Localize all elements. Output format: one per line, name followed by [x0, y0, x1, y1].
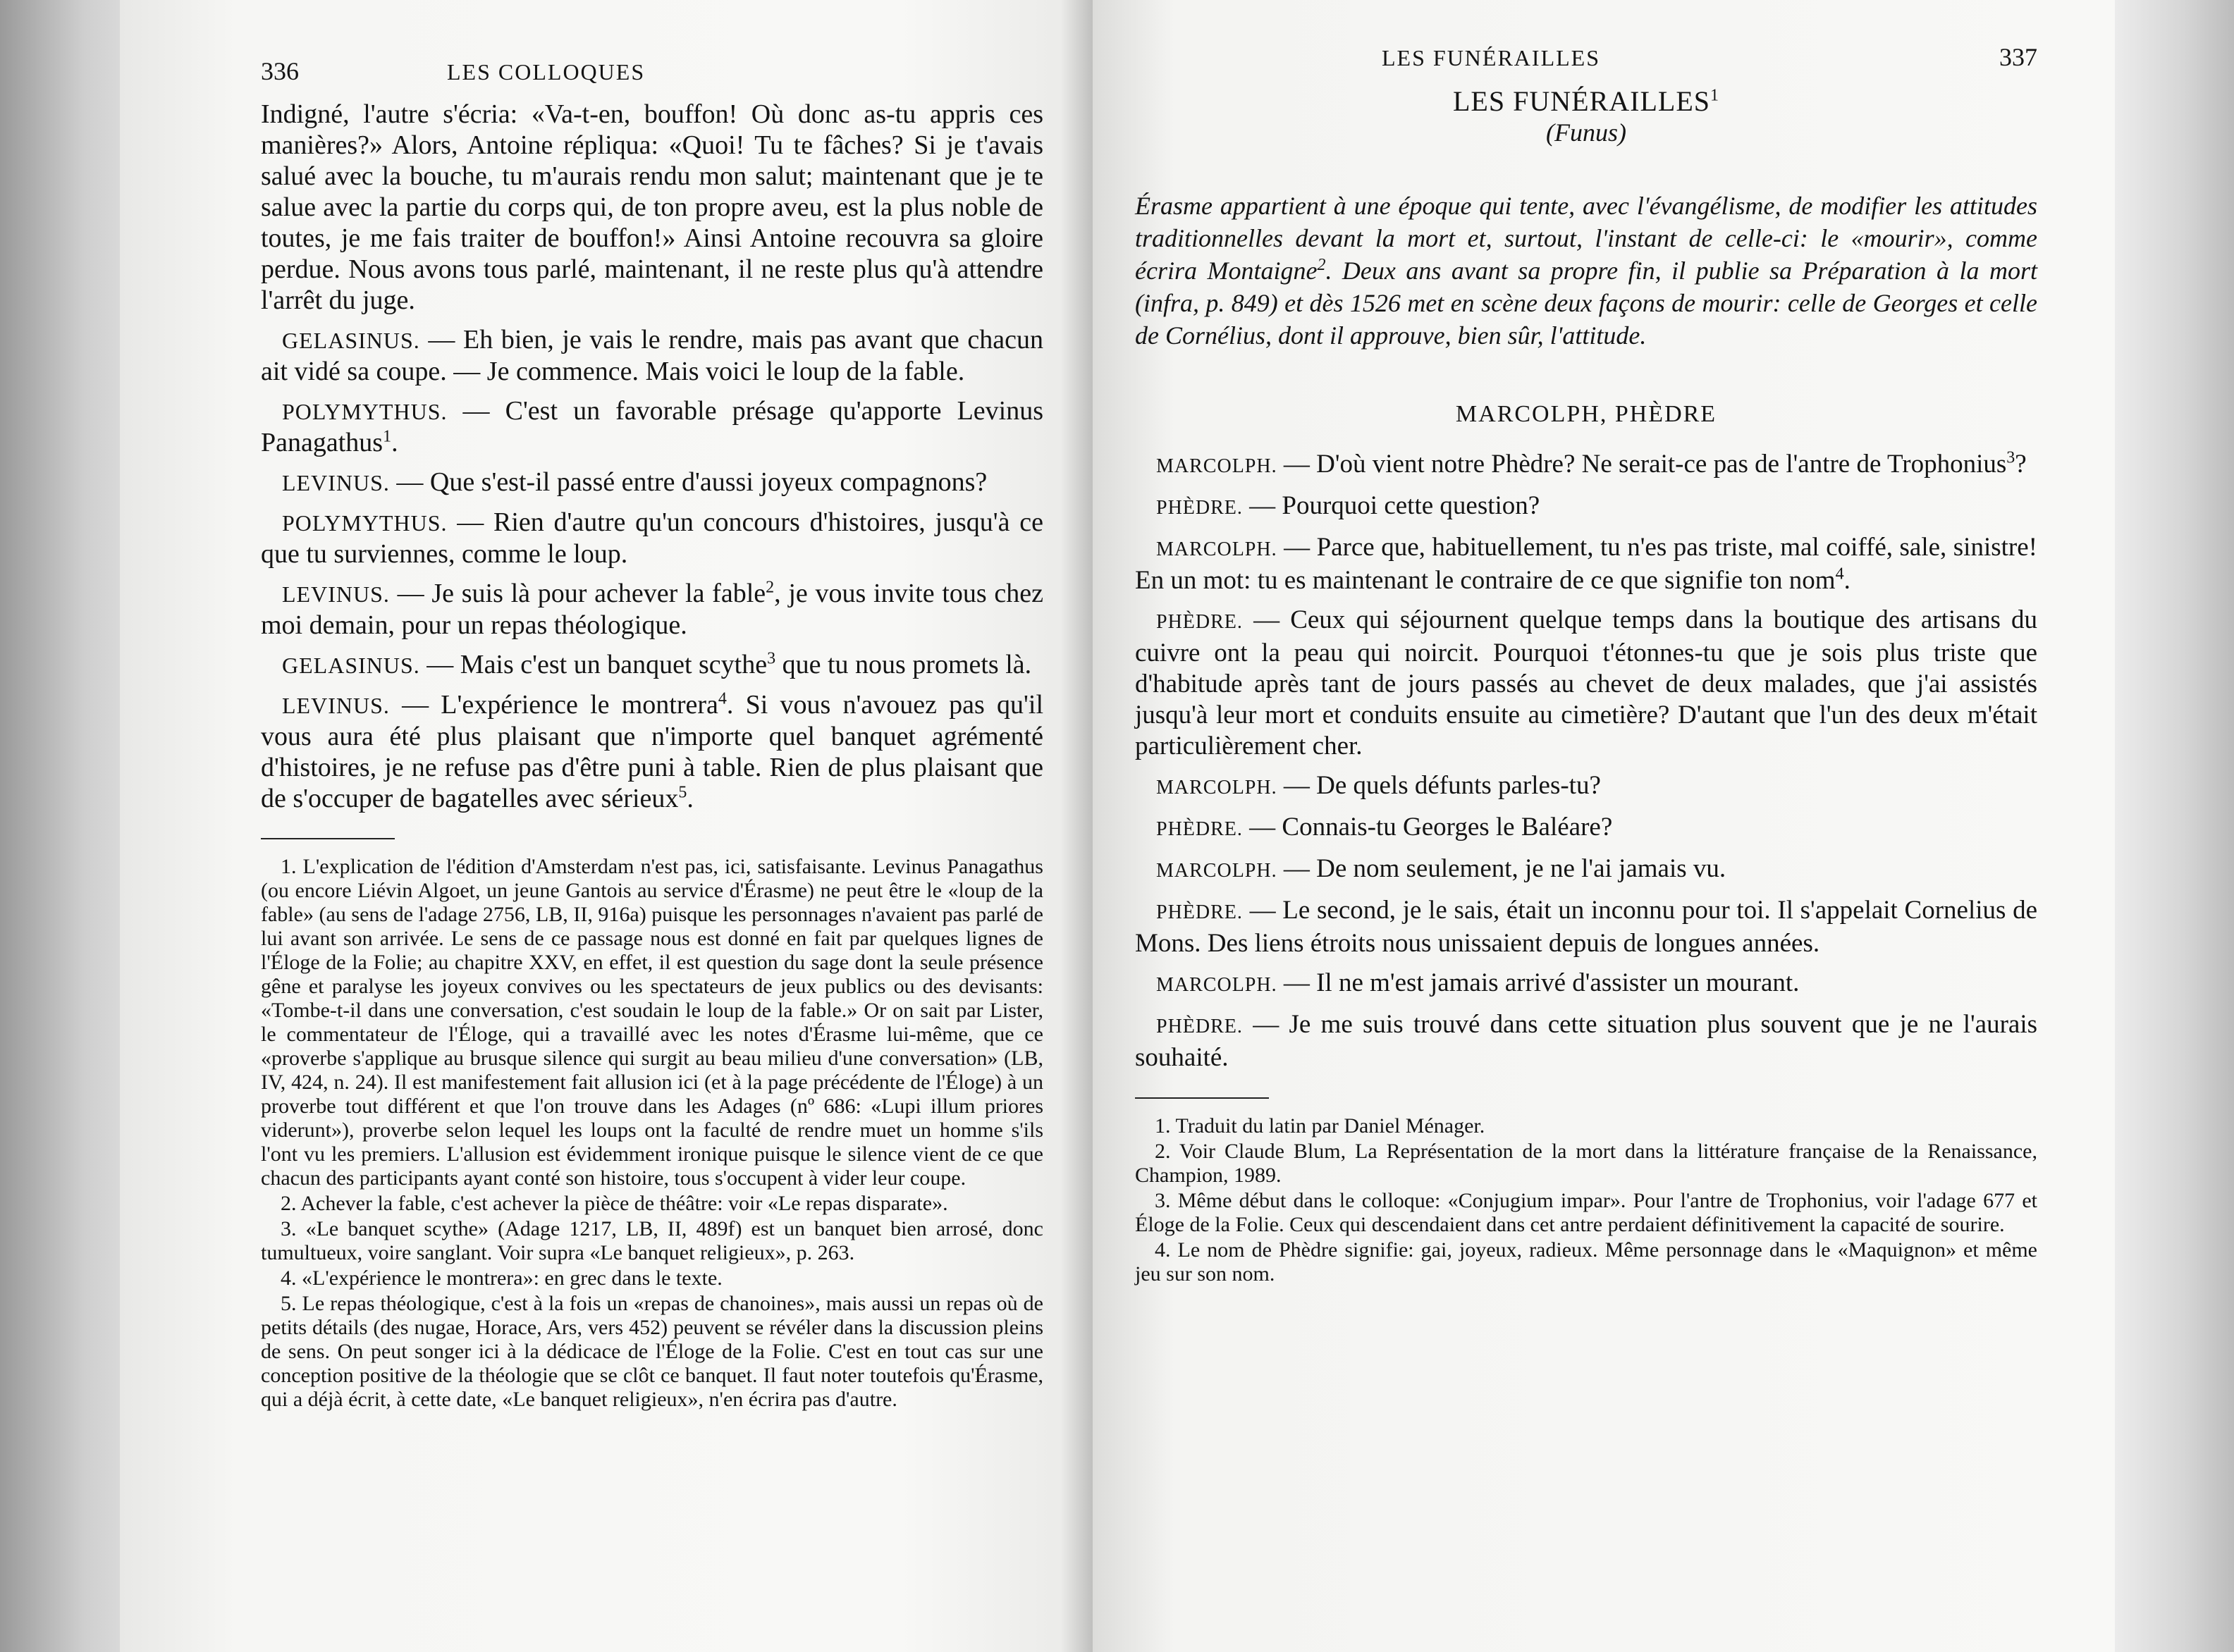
note-ref: 1 [383, 427, 392, 446]
dialogue-paragraph [1135, 532, 2037, 596]
footnote: 4. Le nom de Phèdre signifie: gai, joyeux, radieux. Même personnage dans le «Maquignon» et même jeu sur son nom. [1135, 1238, 2037, 1286]
note-ref: 5 [678, 783, 687, 802]
paragraph-text: — Je suis là pour achever la fable [397, 579, 766, 608]
intro-text-2: . Deux ans avant sa propre fin, il publie sa Préparation à la mort (infra, p. 849) et dès 1526 met en scène deux façons de mourir: celle de Georges et celle de Cornélius, dont il approuve, bien sûr, l'attitude. [1135, 257, 2037, 350]
left-paragraph [261, 578, 1043, 641]
speaker-name: MARCOLPH. [1156, 777, 1277, 799]
left-body-text [261, 99, 1043, 814]
footnote: 2. Achever la fable, c'est achever la pièce de théâtre: voir «Le repas disparate». [281, 1192, 948, 1215]
speaker-name: PHÈDRE. [1156, 1016, 1243, 1037]
speaker-name: PHÈDRE. [1156, 497, 1243, 519]
paragraph-text: — D'où vient notre Phèdre? Ne serait-ce pas de l'antre de Trophonius [1283, 450, 2007, 479]
footnote: 1. Traduit du latin par Daniel Ménager. [1155, 1114, 1485, 1138]
left-paragraph [261, 649, 1043, 681]
right-running-head [1135, 42, 2037, 72]
paragraph-text: — C'est un favorable présage qu'apporte Levinus Panagathus [261, 396, 1044, 457]
paragraph-text: . Si vous n'avouez pas qu'il vous aura été plus plaisant que n'importe quel banquet agrémenté d'histoires, je ne refuse pas d'être puni à table. Rien de plus plaisant que de s'occuper de bagatelles avec sérieux [261, 690, 1043, 813]
left-paragraph [261, 99, 1043, 316]
paragraph-text: — Parce que, habituellement, tu n'es pas triste, mal coiffé, sale, sinistre! En un mot: tu es maintenant le contraire de ce que signifie ton nom [1135, 533, 2037, 595]
right-dialogue [1135, 449, 2037, 1073]
paragraph-text: — Il ne m'est jamais arrivé d'assister un mourant. [1283, 968, 1800, 997]
left-paragraph [261, 395, 1043, 458]
footnote-rule-right [1135, 1097, 1269, 1099]
dialogue-paragraph [1135, 1009, 2037, 1073]
paragraph-text: — Rien d'autre qu'un concours d'histoires, jusqu'à ce que tu surviennes, comme le loup. [261, 507, 1044, 569]
paragraph-text: . [687, 784, 694, 813]
paragraph-text: — De quels défunts parles-tu? [1283, 771, 1601, 800]
dialogue-paragraph [1135, 968, 2037, 1001]
paragraph-text: . [1843, 566, 1851, 595]
dialogue-paragraph [1135, 853, 2037, 887]
paragraph-text: Indigné, l'autre s'écria: «Va-t-en, bouffon! Où donc as-tu appris ces manières?» Alors, Antoine répliqua: «Quoi! Tu te fâches? Si je t'avais salué avec la bouche, tu m'aurais rendu mon salut; maintenant que je te salue avec la partie du corps qui, de ton propre aveu, est la plus noble de toutes, je me fais traiter de bouffon!» Ainsi Antoine recouvra sa gloire perdue. Nous avons tous parlé, maintenant, il ne reste plus qu'à attendre l'arrêt du juge. [261, 99, 1043, 315]
left-paragraph [261, 689, 1043, 814]
dialogue-paragraph [1135, 770, 2037, 803]
book-edge-right [2107, 0, 2234, 1652]
paragraph-text: — L'expérience le montrera [402, 690, 718, 720]
note-ref: 3 [2006, 448, 2015, 467]
chapter-intro [1135, 190, 2037, 352]
chapter-title-text: LES FUNÉRAILLES [1453, 85, 1710, 117]
right-page [1093, 0, 2115, 1652]
chapter-title [1135, 85, 2037, 118]
left-paragraph [261, 324, 1043, 387]
speakers-heading: MARCOLPH, PHÈDRE [1455, 401, 1717, 427]
left-running-head [261, 56, 1043, 86]
intro-text-1: Érasme appartient à une époque qui tente, avec l'évangélisme, de modifier les attitudes traditionnelles devant la mort et, surtout, l'instant de celle-ci: le «mourir», comme écrira Montaigne [1135, 192, 2037, 285]
speaker-name: GELASINUS. [282, 653, 420, 678]
dialogue-paragraph [1135, 895, 2037, 959]
note-ref: 2 [766, 578, 775, 597]
paragraph-text: — De nom seulement, je ne l'ai jamais vu. [1283, 854, 1726, 883]
dialogue-paragraph [1135, 812, 2037, 845]
paragraph-text: — Mais c'est un banquet scythe [426, 650, 768, 679]
speaker-name: GELASINUS. [282, 328, 420, 353]
left-page [120, 0, 1093, 1652]
speaker-name: PHÈDRE. [1156, 818, 1243, 840]
paragraph-text: , je vous invite tous chez moi demain, pour un repas théologique. [261, 579, 1044, 640]
speaker-name: LEVINUS. [282, 581, 390, 607]
paragraph-text: ? [2015, 450, 2027, 479]
left-page-number: 336 [261, 57, 299, 85]
chapter-title-sup: 1 [1710, 86, 1719, 105]
paragraph-text: que tu nous promets là. [775, 650, 1032, 679]
chapter-subtitle: (Funus) [1546, 118, 1626, 147]
footnote: 3. Même début dans le colloque: «Conjugium impar». Pour l'antre de Trophonius, voir l'adage 677 et Éloge de la Folie. Ceux qui descendaient dans cet antre perdaient définitivement la capacité de sourire. [1135, 1189, 2037, 1236]
footnote: 2. Voir Claude Blum, La Représentation de la mort dans la littérature française de la Renaissance, Champion, 1989. [1135, 1140, 2037, 1187]
note-ref: 4 [718, 689, 727, 708]
paragraph-text: . [391, 428, 398, 457]
dialogue-paragraph [1135, 605, 2037, 762]
left-paragraph [261, 507, 1043, 569]
right-footnotes [1135, 1114, 2037, 1286]
footnote: 1. L'explication de l'édition d'Amsterdam n'est pas, ici, satisfaisante. Levinus Panagathus (ou encore Liévin Algoet, un jeune Gantois au service d'Érasme) ne peut être le «loup de la fable» (au sens de l'adage 2756, LB, II, 916a) puisque les personnages n'avaient pas parlé de lui avant son arrivée. Le sens de ce passage nous est donné en fait par quelques lignes de l'Éloge de la Folie; au chapitre XXV, en effet, il est question du sage dont la seule présence gêne et paralyse les joyeux convives ou les spectateurs de jeux publics ou des devisants: «Tombe-t-il dans une conversation, c'est soudain le loup de la fable.» Or on sait par Lister, le commentateur de l'Éloge, qui a travaillé avec les notes d'Érasme lui-même, que ce «proverbe s'applique au brusque silence qui surgit au beau milieu d'une conversation» (LB, IV, 424, n. 24). Il est manifestement fait allusion ici (et à la page précédente de l'Éloge) à un proverbe tout différent et que l'on trouve dans les Adages (nº 686: «Lupi illum priores viderunt»), proverbe selon lequel les loups ont la faculté de rendre muet un homme s'ils l'ont vu les premiers. L'allusion est évidemment ironique puisque le silence vient de ce que chacun des participants ayant conté son histoire, tous s'occupent à vider leur coupe. [261, 855, 1043, 1190]
paragraph-text: — Eh bien, je vais le rendre, mais pas avant que chacun ait vidé sa coupe. — Je commence. Mais voici le loup de la fable. [261, 325, 1043, 386]
note-ref: 4 [1835, 565, 1844, 584]
speaker-name: MARCOLPH. [1156, 860, 1277, 882]
footnote: 4. «L'expérience le montrera»: en grec dans le texte. [281, 1266, 723, 1290]
paragraph-text: — Connais-tu Georges le Baléare? [1249, 813, 1613, 842]
left-running-title: LES COLLOQUES [447, 59, 646, 85]
left-footnotes [261, 855, 1043, 1412]
speaker-name: PHÈDRE. [1156, 611, 1243, 633]
speaker-name: LEVINUS. [282, 470, 390, 495]
left-paragraph [261, 467, 1043, 498]
paragraph-text: — Le second, je le sais, était un inconnu pour toi. Il s'appelait Cornelius de Mons. Des liens étroits nous unissaient depuis de longues années. [1135, 896, 2038, 958]
speaker-name: LEVINUS. [282, 693, 390, 718]
dialogue-paragraph [1135, 449, 2037, 482]
speaker-name: POLYMYTHUS. [282, 510, 448, 536]
footnote-rule [261, 838, 395, 839]
dialogue-paragraph [1135, 491, 2037, 524]
intro-sup: 2 [1317, 256, 1326, 274]
right-running-title: LES FUNÉRAILLES [1382, 45, 1600, 70]
paragraph-text: — Ceux qui séjournent quelque temps dans la boutique des artisans du cuivre ont la peau qui noircit. Pourquoi t'étonnes-tu que je sois plus triste que d'habitude après tant de jours passés au chevet de deux malades, que j'ai assistés jusqu'à leur mort et conduits ensuite au cimetière? D'autant que l'un des deux m'était particulièrement cher. [1135, 605, 2037, 760]
speaker-name: MARCOLPH. [1156, 974, 1277, 996]
right-page-number: 337 [1999, 43, 2037, 71]
speaker-name: POLYMYTHUS. [282, 399, 448, 424]
paragraph-text: — Pourquoi cette question? [1249, 491, 1540, 520]
note-ref: 3 [767, 649, 776, 668]
footnote: 5. Le repas théologique, c'est à la fois un «repas de chanoines», mais aussi un repas où de petits détails (des nugae, Horace, Ars, vers 452) peuvent se révéler dans la discussion pleins de sens. On peut songer ici à la dédicace de l'Éloge de la Folie. C'est en tout cas sur une conception positive de la théologie que se clôt ce banquet. Il faut noter toutefois qu'Érasme, qui a déjà écrit, à cette date, «Le banquet religieux», n'en écrira pas d'autre. [261, 1292, 1043, 1411]
speaker-name: PHÈDRE. [1156, 901, 1243, 923]
speaker-name: MARCOLPH. [1156, 455, 1277, 477]
paragraph-text: — Je me suis trouvé dans cette situation plus souvent que je ne l'aurais souhaité. [1135, 1010, 2038, 1072]
paragraph-text: — Que s'est-il passé entre d'aussi joyeux compagnons? [396, 467, 988, 497]
footnote: 3. «Le banquet scythe» (Adage 1217, LB, II, 489f) est un banquet bien arrosé, donc tumultueux, voire sanglant. Voir supra «Le banquet religieux», p. 263. [261, 1217, 1043, 1264]
speaker-name: MARCOLPH. [1156, 538, 1277, 560]
